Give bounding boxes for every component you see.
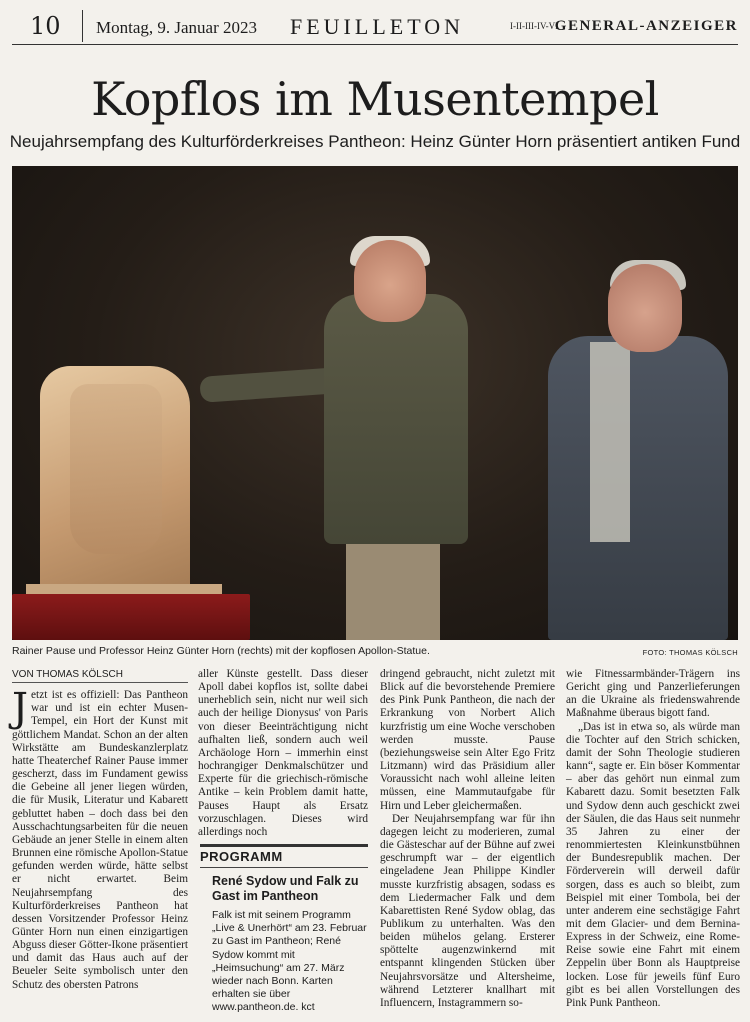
man-right-head: [608, 264, 682, 352]
article-column-3: [380, 668, 555, 1010]
photo-caption: Rainer Pause und Professor Heinz Günter Horn (rechts) mit der kopflosen Apollon-Statue.: [12, 645, 430, 657]
column-4-paragraph-1: wie Fitnessarmbänder-Trägern ins Gericht ging und Panzerlieferungen an die Ukraine als friedenswahrende Maßnahme überaus bigott fand.: [566, 668, 740, 720]
article-column-2: [198, 668, 368, 839]
issue-date: Montag, 9. Januar 2023: [96, 18, 258, 37]
infobox-text: Falk ist mit seinem Programm „Live & Unerhört“ am 23. Februar zu Gast im Pantheon; René Sydow kommt mit „Heimsuchung“ am 27. März wieder nach Bonn. Karten erhalten sie über www.pantheon.de. kct: [212, 909, 367, 1014]
column-4-paragraph-2: „Das ist in etwa so, als würde man die Tochter auf den Strich schicken, damit der Sohn Theologie studieren kann“, sagte er. Ein böser Kommentar – aber das gehört nun einmal zum Kabarett dazu. Somit besetzten Falk und Sydow denn auch geschickt zwei der Säulen, die das Haus seit nunmehr 35 Jahren zu einer der renommiertesten Kleinkunstbühnen der Bundesrepublik machen. Der Förderverein will derweil dafür sorgen, dass es auch so bleibt, zum Beispiel mit einer Tombola, bei der unter anderem eine sechstägige Fahrt mit dem Glacier- und dem Bernina-Express in der Schweiz, eine Rome-Reise sowie eine Fahrt mit einem Zeppelin über Bonn als Hauptpreise locken. Lose für jeweils fünf Euro gibt es bei allen Vorstellungen des Pink Punk Pantheon.: [566, 720, 740, 1009]
page-number: 10: [30, 12, 61, 40]
photo-credit: FOTO: THOMAS KÖLSCH: [642, 648, 738, 657]
red-drape: [12, 594, 250, 640]
man-left-jacket: [324, 294, 468, 544]
lead-text: etzt ist es offiziell: Das Pantheon war und ist ein echter Musen-Tempel, ein Hort der Kunst mit göttlichem Mandat. Schon an der alten Wirkstätte am Bundeskanzlerplatz hatte Theaterchef Rainer Pause immer gescherzt, dass im Fundament gewiss die Gebeine all jener liegen würden, die für Musik, Literatur und Kabarett gebluttet haben – doch dass bei den Ausschachtungsarbeiten für die neuen Gebäude an jener Stelle in einem alten Brunnen eine römische Apollon-Statue gefunden werden würde, hätte selbst er nicht erwartet. Beim Neujahrsempfang des Kulturförderkreises Pantheon hat dessen Vorsitzender Professor Heinz Günter Horn nun einen einzigartigen Abguss dieser Götter-Ikone präsentiert und damit das Haus auch auf der Beueler Seite symbolisch unter den Schutz des obersten Patrons: [12, 689, 189, 991]
article-lead-paragraph: [12, 685, 189, 992]
header-divider: [82, 10, 83, 42]
page-header: [12, 8, 738, 45]
subheadline: Neujahrsempfang des Kulturförderkreises Pantheon: Heinz Günter Horn präsentiert antiken Fund: [9, 132, 741, 151]
column-2-text: aller Künste gestellt. Dass dieser Apoll dabei kopflos ist, sollte dabei unerheblich sein, nicht nur weil sich auch der heilige Dionysus' von Paris von dieser Beeinträchtigung nicht aufhalten ließ, sondern auch weil Archäologe Horn – immerhin einst hochrangiger Denkmalschützer und Experte für die griechisch-römische Antike – kein Problem damit hatte, Pauses Haupt als Ersatz vorzuschlagen. Dieses wird allerdings noch: [198, 668, 368, 838]
headline: Kopflos im Musentempel: [91, 72, 659, 126]
article-column-1: [12, 668, 188, 992]
article-photo: [12, 166, 738, 640]
man-right-shirt: [590, 342, 630, 542]
man-left-arm: [199, 367, 340, 403]
dropcap-letter: J: [12, 685, 29, 732]
column-3-paragraph-1: dringend gebraucht, nicht zuletzt mit Blick auf die bevorstehende Premiere des Pink Punk Pantheon, die nach der Erkrankung von Norbert Alich kurzfristig um eine Woche verschoben werden musste. Pause (beziehungsweise sein Alter Ego Fritz Litzmann) wird das Präsidium aller Voraussicht nach wohl alleine leiten müssen, eine Mammutaufgabe für Hirn und Leber gleichermaßen.: [380, 668, 555, 812]
program-infobox: [200, 844, 368, 1022]
article-column-4: [566, 668, 740, 1010]
statue-relief: [70, 384, 162, 554]
infobox-label: PROGRAMM: [200, 847, 368, 868]
man-left-legs: [346, 536, 440, 640]
byline: VON THOMAS KÖLSCH: [12, 668, 188, 683]
section-name: FEUILLETON: [290, 14, 465, 39]
man-right-jacket: [548, 336, 728, 640]
infobox-title: René Sydow und Falk zu Gast im Pantheon: [212, 874, 359, 903]
man-left-head: [354, 240, 426, 322]
edition-marker: I-II-III-IV-VI: [510, 21, 559, 31]
newspaper-name: GENERAL-ANZEIGER: [554, 18, 738, 34]
column-3-paragraph-2: Der Neujahrsempfang war für ihn dagegen leicht zu moderieren, zumal die Gästeschar auf der Bühne auf zwei geschrumpft war – der eigentlich eingeladene Jean Philippe Kindler musste kurzfristig absagen, sodass es dem Liedermacher Falk und dem Kabarettisten René Sydow oblag, das Publikum zu unterhalten. Was den beiden mühelos gelang. Ersterer spöttelte augenzwinkernd mit entspannt klingenden Stücken über Neujahrsvorsätze und Altersheime, während Letzterer knallhart mit Influencern, Instagrammern so-: [380, 812, 555, 1009]
